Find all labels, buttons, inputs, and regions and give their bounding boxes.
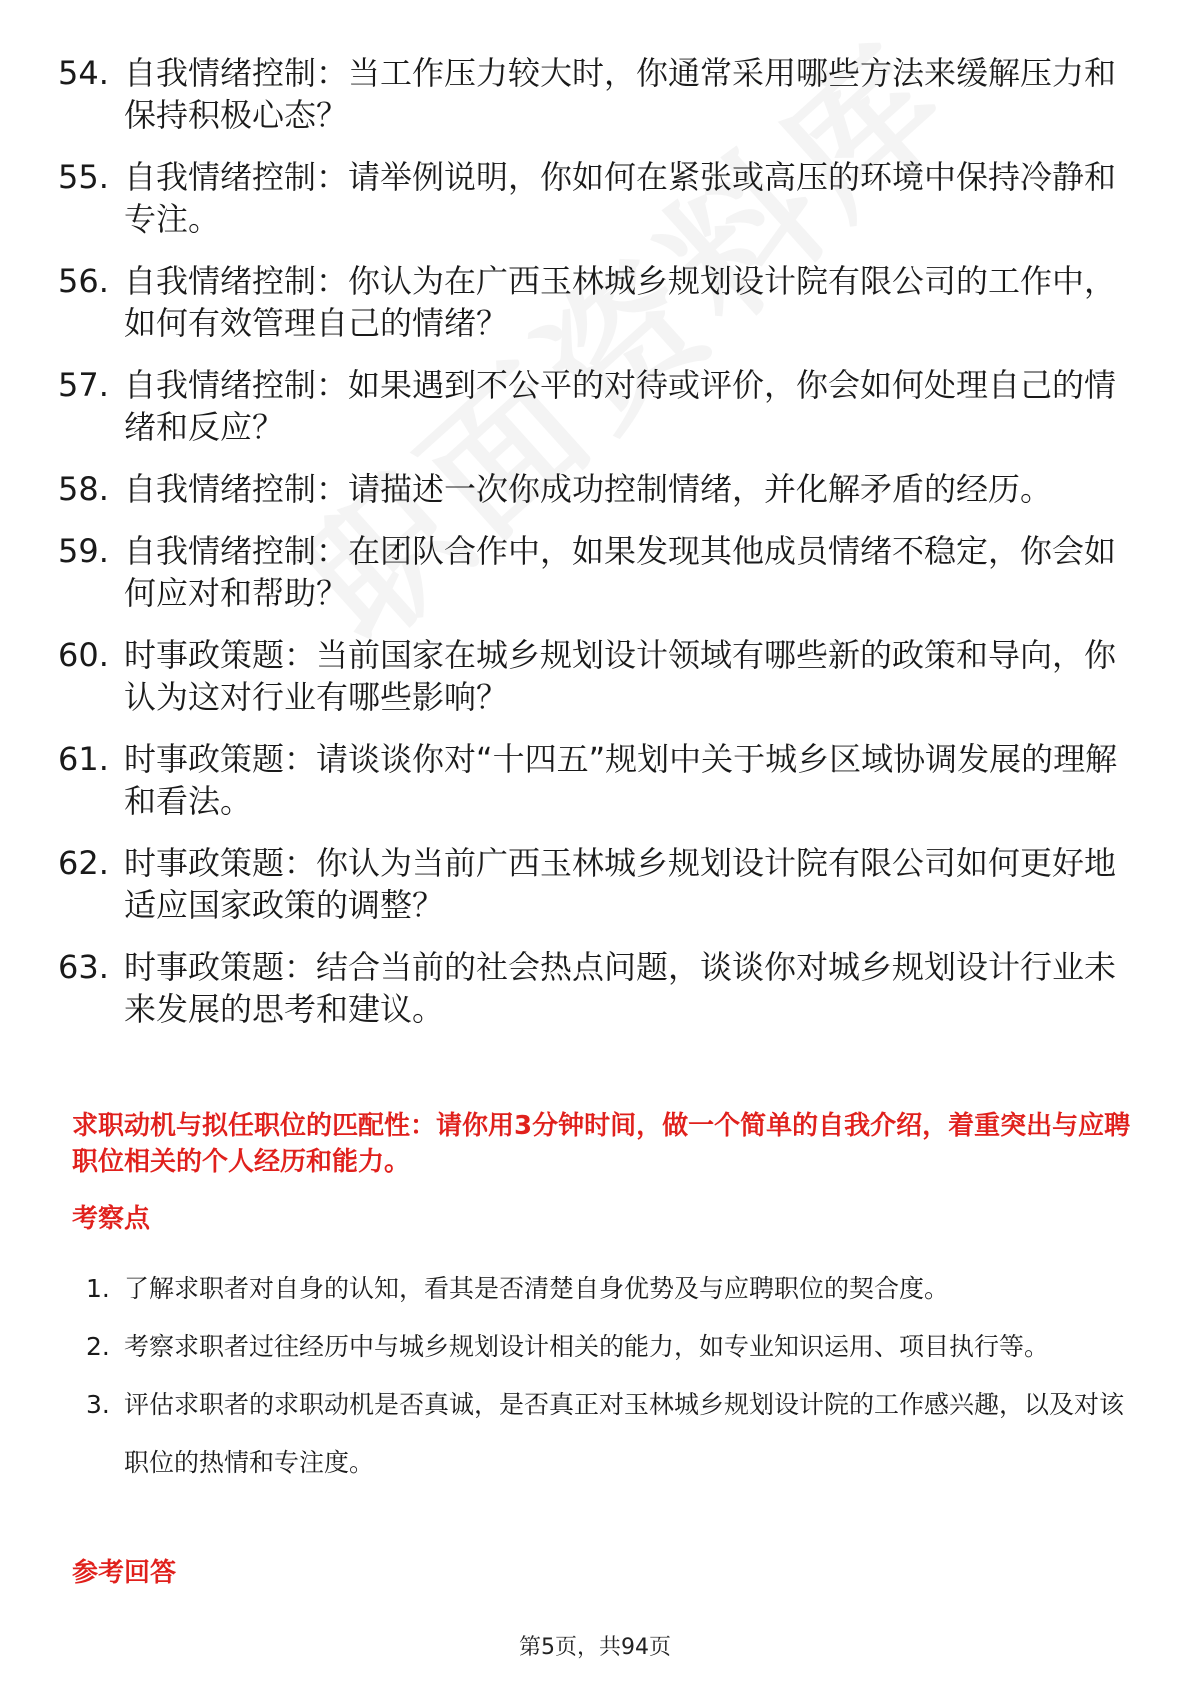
point-number: 3. bbox=[86, 1390, 110, 1419]
question-number: 58. bbox=[58, 470, 109, 508]
question-item bbox=[58, 842, 1138, 926]
point-text: 了解求职者对自身的认知，看其是否清楚自身优势及与应聘职位的契合度。 bbox=[124, 1274, 950, 1303]
question-item bbox=[58, 530, 1138, 614]
question-text: 自我情绪控制：如果遇到不公平的对待或评价，你会如何处理自己的情绪和反应？ bbox=[124, 366, 1117, 446]
point-item bbox=[86, 1376, 1126, 1492]
question-item bbox=[58, 946, 1138, 1030]
question-text: 自我情绪控制：你认为在广西玉林城乡规划设计院有限公司的工作中，如何有效管理自己的情绪？ bbox=[124, 262, 1117, 342]
question-item bbox=[58, 468, 1138, 510]
question-item bbox=[58, 156, 1138, 240]
kaochadian-heading: 考察点 bbox=[72, 1204, 151, 1234]
question-item bbox=[58, 52, 1138, 136]
question-item bbox=[58, 738, 1138, 822]
point-text: 评估求职者的求职动机是否真诚，是否真正对玉林城乡规划设计院的工作感兴趣，以及对该职位的热情和专注度。 bbox=[124, 1390, 1125, 1477]
question-number: 59. bbox=[58, 532, 109, 570]
question-item bbox=[58, 634, 1138, 718]
question-text: 时事政策题：你认为当前广西玉林城乡规划设计院有限公司如何更好地适应国家政策的调整？ bbox=[124, 844, 1117, 924]
question-text: 时事政策题：当前国家在城乡规划设计领域有哪些新的政策和导向，你认为这对行业有哪些影响？ bbox=[124, 636, 1117, 716]
reference-answer-heading: 参考回答 bbox=[72, 1558, 177, 1588]
section-question: 求职动机与拟任职位的匹配性：请你用3分钟时间，做一个简单的自我介绍，着重突出与应聘职位相关的个人经历和能力。 bbox=[72, 1111, 1131, 1177]
question-text: 时事政策题：请谈谈你对“十四五”规划中关于城乡区域协调发展的理解和看法。 bbox=[124, 740, 1118, 820]
question-number: 61. bbox=[58, 740, 109, 778]
point-item bbox=[86, 1260, 1126, 1318]
question-list bbox=[58, 52, 1138, 1050]
assessment-points bbox=[86, 1260, 1126, 1492]
question-item bbox=[58, 260, 1138, 344]
question-number: 60. bbox=[58, 636, 109, 674]
question-number: 57. bbox=[58, 366, 109, 404]
question-text: 自我情绪控制：当工作压力较大时，你通常采用哪些方法来缓解压力和保持积极心态？ bbox=[124, 54, 1117, 134]
page-footer: 第5页，共94页 bbox=[519, 1635, 671, 1660]
question-number: 54. bbox=[58, 54, 109, 92]
question-number: 55. bbox=[58, 158, 109, 196]
point-number: 2. bbox=[86, 1332, 110, 1361]
question-number: 63. bbox=[58, 948, 109, 986]
question-text: 时事政策题：结合当前的社会热点问题，谈谈你对城乡规划设计行业未来发展的思考和建议。 bbox=[124, 948, 1117, 1028]
point-item bbox=[86, 1318, 1126, 1376]
point-text: 考察求职者过往经历中与城乡规划设计相关的能力，如专业知识运用、项目执行等。 bbox=[124, 1332, 1050, 1361]
question-number: 56. bbox=[58, 262, 109, 300]
question-text: 自我情绪控制：请描述一次你成功控制情绪，并化解矛盾的经历。 bbox=[124, 470, 1053, 508]
question-text: 自我情绪控制：请举例说明，你如何在紧张或高压的环境中保持冷静和专注。 bbox=[124, 158, 1117, 238]
question-text: 自我情绪控制：在团队合作中，如果发现其他成员情绪不稳定，你会如何应对和帮助？ bbox=[124, 532, 1117, 612]
question-number: 62. bbox=[58, 844, 109, 882]
point-number: 1. bbox=[86, 1274, 110, 1303]
question-item bbox=[58, 364, 1138, 448]
